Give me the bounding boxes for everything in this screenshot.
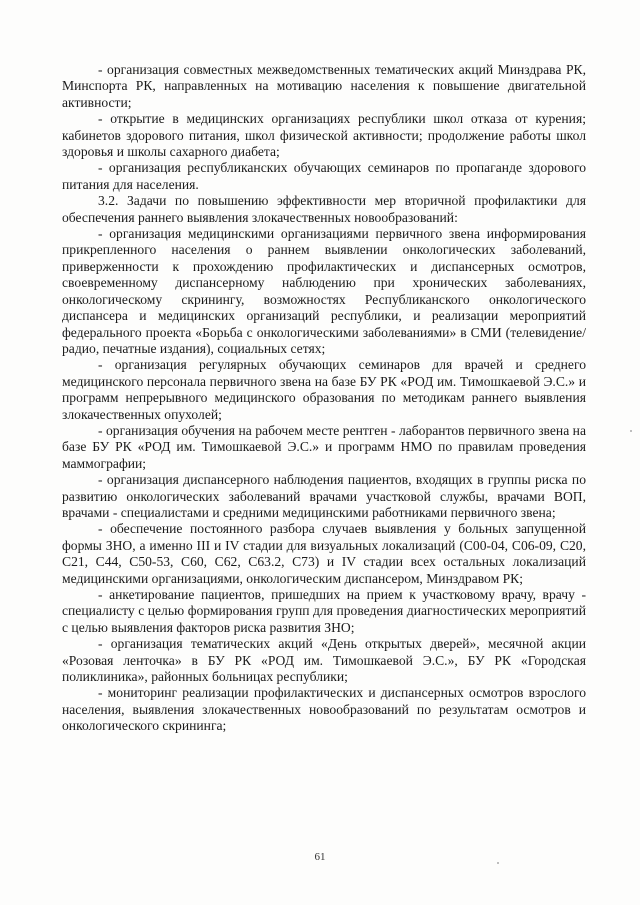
paragraph-7: - организация обучения на рабочем месте рентген - лаборантов первичного звена на базе БУ РК «РОД им. Тимошкаевой Э.С.» и программ НМО по правилам проведения маммографии;	[62, 422, 586, 471]
paragraph-5: - организация медицинскими организациями первичного звена информирования прикрепленного населения о раннем выявлении онкологических заболеваний, приверженности к прохождению профилактических и диспансерных осмотров, своевременному диспансерному наблюдению при хронических заболеваниях, онкологическому скринингу, возможностях Республиканского онкологического диспансера и медицинских организаций республики, и реализации мероприятий федерального проекта «Борьба с онкологическими заболеваниями» в СМИ (телевидение/радио, печатные издания), социальных сетях;	[62, 226, 586, 356]
scan-speck	[497, 862, 499, 864]
paragraph-9: - обеспечение постоянного разбора случаев выявления у больных запущенной формы ЗНО, а именно III и IV стадии для визуальных локализаций (С00-04, С06-09, С20, С21, С44, С50-53, С60, С62, С63.2, С73) и IV стадии всех остальных локализаций медицинскими организациями, онкологическим диспансером, Минздравом РК;	[62, 521, 586, 586]
paragraph-2: - открытие в медицинских организациях республики школ отказа от курения; кабинетов здорового питания, школ физической активности; продолжение работы школ здоровья и школы сахарного диабета;	[62, 111, 586, 160]
page-number: 61	[314, 851, 326, 863]
paragraph-8: - организация диспансерного наблюдения пациентов, входящих в группы риска по развитию онкологических заболеваний врачами участковой службы, врачами ВОП, врачами - специалистами и средними медицинскими работниками первичного звена;	[62, 472, 586, 520]
paragraph-10: - анкетирование пациентов, пришедших на прием к участковому врачу, врачу - специалисту с целью формирования групп для проведения диагностических мероприятий с целью выявления факторов риска развития ЗНО;	[62, 587, 586, 635]
document-body	[62, 62, 586, 735]
paragraph-1: - организация совместных межведомственных тематических акций Минздрава РК, Минспорта РК, направленных на мотивацию населения к повышение двигательной активности;	[62, 62, 586, 110]
scan-speck	[630, 430, 632, 432]
section-heading-3-2: 3.2. Задачи по повышению эффективности мер вторичной профилактики для обеспечения раннего выявления злокачественных новообразований:	[62, 193, 586, 225]
paragraph-12: - мониторинг реализации профилактических и диспансерных осмотров взрослого населения, выявления злокачественных новообразований по результатам осмотров и онкологического скрининга;	[62, 685, 586, 734]
paragraph-11: - организация тематических акций «День открытых дверей», месячной акции «Розовая ленточка» в БУ РК «РОД им. Тимошкаевой Э.С.», БУ РК «Городская поликлиника», районных больницах республики;	[62, 636, 586, 685]
paragraph-6: - организация регулярных обучающих семинаров для врачей и среднего медицинского персонала первичного звена на базе БУ РК «РОД им. Тимошкаевой Э.С.» и программ непрерывного медицинского образования по методикам раннего выявления злокачественных опухолей;	[62, 357, 586, 422]
paragraph-3: - организация республиканских обучающих семинаров по пропаганде здорового питания для населения.	[62, 160, 586, 192]
